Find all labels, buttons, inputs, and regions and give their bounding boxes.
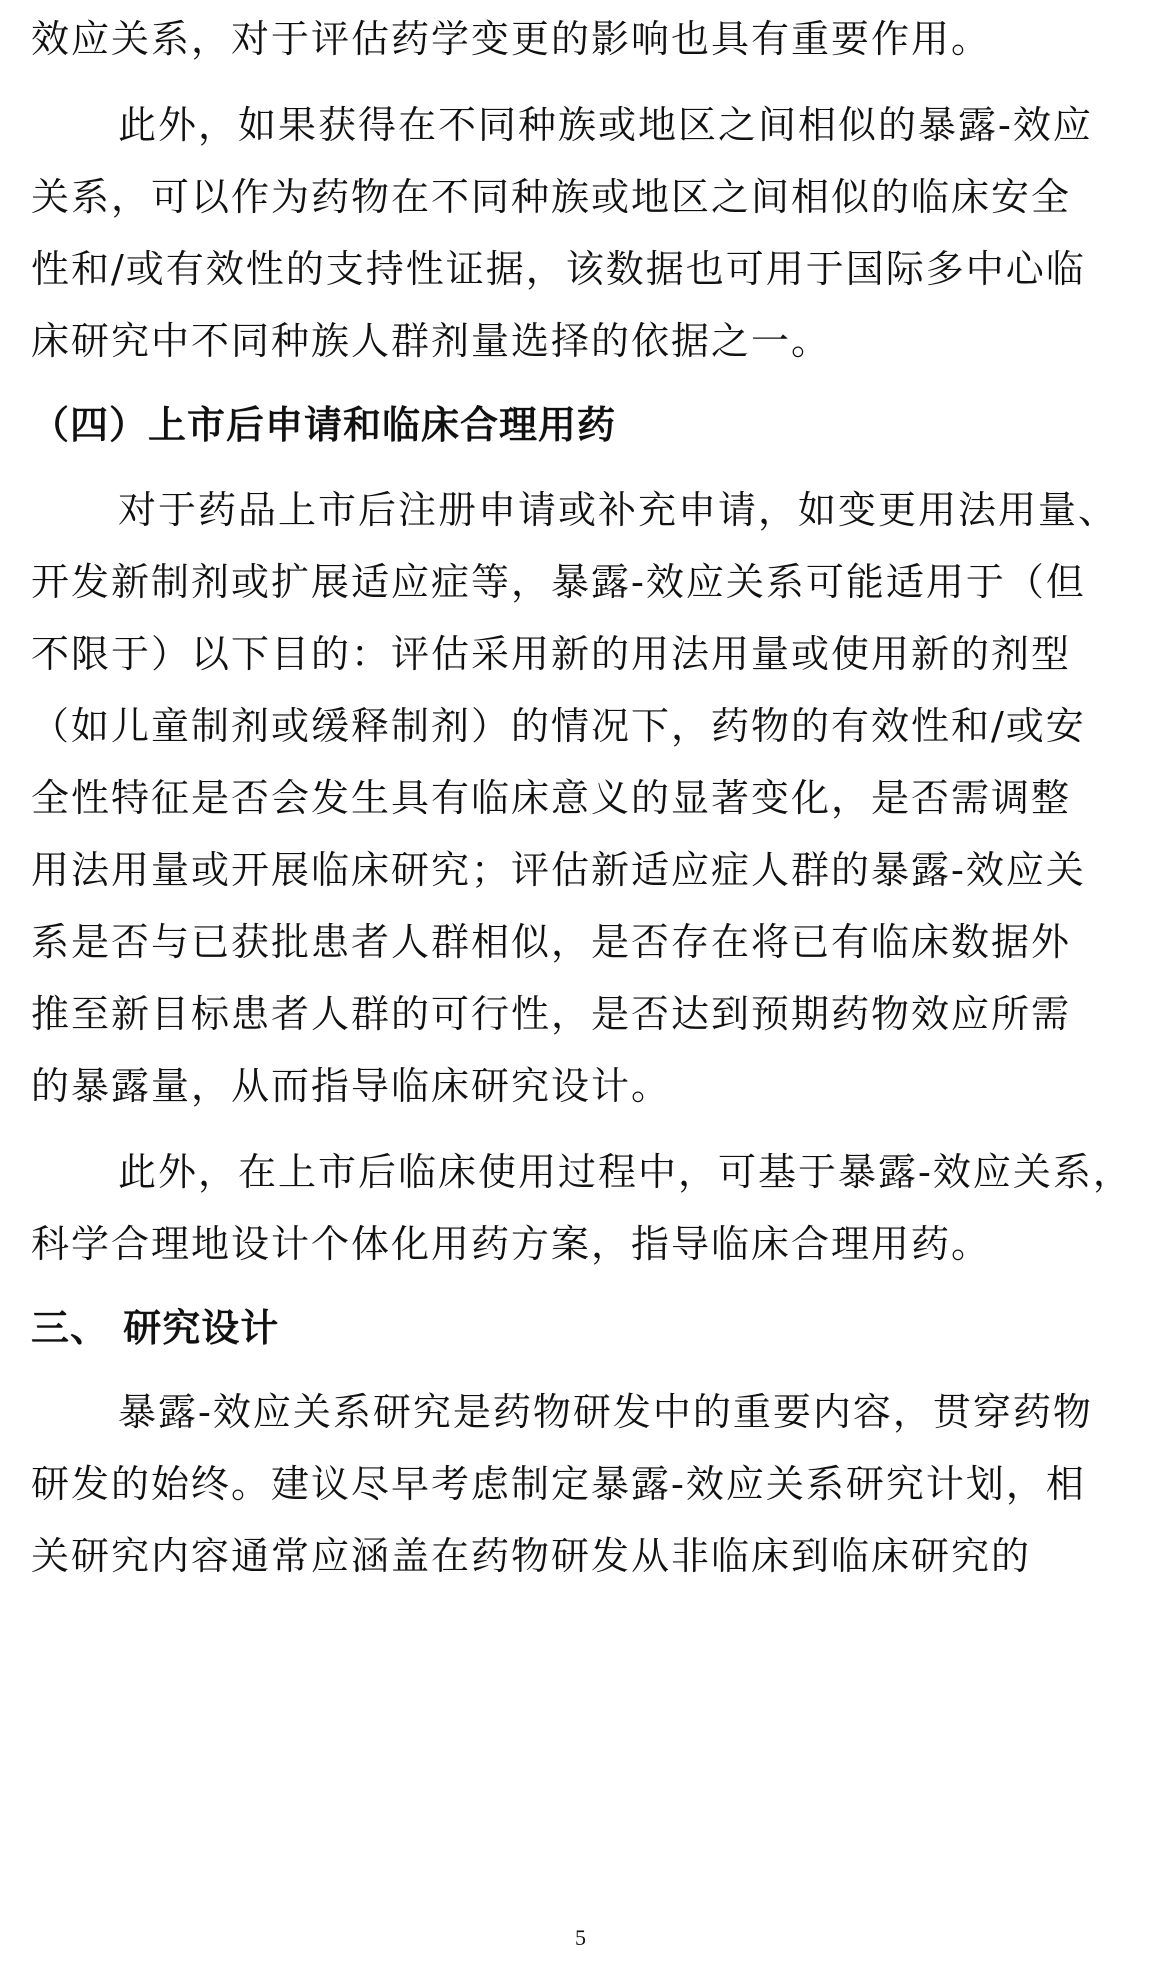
paragraph-line: 推至新目标患者人群的可行性，是否达到预期药物效应所需 (31, 992, 1072, 1036)
paragraph-line: 床研究中不同种族人群剂量选择的依据之一。 (31, 319, 832, 363)
paragraph-line: 关系，可以作为药物在不同种族或地区之间相似的临床安全 (31, 175, 1072, 219)
paragraph-line: （如儿童制剂或缓释制剂）的情况下，药物的有效性和/或安 (31, 704, 1086, 748)
paragraph-line: 对于药品上市后注册申请或补充申请，如变更用法用量、 (118, 488, 1119, 532)
paragraph-line: 科学合理地设计个体化用药方案，指导临床合理用药。 (31, 1222, 992, 1266)
section-heading: （四）上市后申请和临床合理用药 (31, 402, 617, 447)
paragraph-line: 全性特征是否会发生具有临床意义的显著变化，是否需调整 (31, 776, 1072, 820)
paragraph-line: 效应关系，对于评估药学变更的影响也具有重要作用。 (31, 17, 992, 61)
paragraph-line: 关研究内容通常应涵盖在药物研发从非临床到临床研究的 (31, 1534, 1032, 1578)
paragraph-line: 暴露-效应关系研究是药物研发中的重要内容，贯穿药物 (118, 1390, 1093, 1434)
paragraph-line: 的暴露量，从而指导临床研究设计。 (31, 1064, 672, 1108)
paragraph-line: 系是否与已获批患者人群相似，是否存在将已有临床数据外 (31, 920, 1072, 964)
paragraph-line: 用法用量或开展临床研究；评估新适应症人群的暴露-效应关 (31, 848, 1086, 892)
paragraph-line: 不限于）以下目的：评估采用新的用法用量或使用新的剂型 (31, 632, 1072, 676)
paragraph-line: 开发新制剂或扩展适应症等，暴露-效应关系可能适用于（但 (31, 560, 1086, 604)
paragraph-line: 此外，如果获得在不同种族或地区之间相似的暴露-效应 (118, 103, 1093, 147)
page-number: 5 (575, 1925, 586, 1950)
paragraph-line: 此外，在上市后临床使用过程中，可基于暴露-效应关系， (118, 1150, 1133, 1194)
paragraph-line: 性和/或有效性的支持性证据，该数据也可用于国际多中心临 (31, 247, 1086, 291)
paragraph-line: 研发的始终。建议尽早考虑制定暴露-效应关系研究计划，相 (31, 1462, 1086, 1506)
chapter-heading: 三、 研究设计 (31, 1305, 280, 1350)
